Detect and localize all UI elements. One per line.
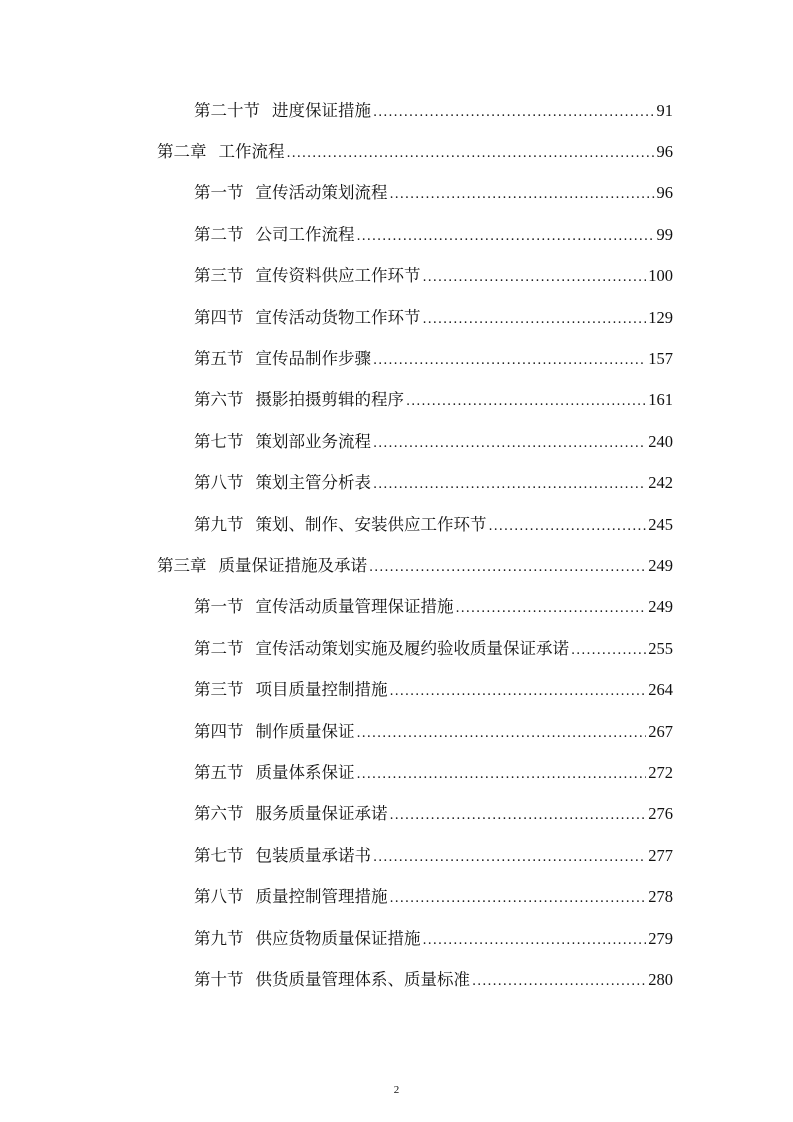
toc-entry[interactable]	[0, 171, 793, 212]
toc-entry-page: 264	[648, 680, 673, 700]
toc-entry-page: 279	[648, 928, 673, 948]
toc-entry-title: 质量控制管理措施	[255, 887, 388, 907]
dot-leader	[357, 722, 647, 741]
dot-leader	[390, 680, 647, 699]
toc-entry-title: 供货质量管理体系、质量标准	[255, 969, 470, 989]
toc-chapter-entry[interactable]	[0, 129, 793, 170]
dot-leader	[369, 556, 646, 575]
toc-entry-number: 第二节	[194, 224, 244, 244]
toc-entry-number: 第六节	[194, 804, 244, 824]
dot-leader	[373, 473, 646, 492]
toc-entry[interactable]	[0, 378, 793, 419]
dot-leader	[472, 970, 646, 989]
toc-entry-page: 277	[648, 845, 673, 865]
toc-entry-title: 服务质量保证承诺	[255, 804, 388, 824]
toc-entry[interactable]	[0, 667, 793, 708]
toc-entry[interactable]	[0, 585, 793, 626]
toc-entry[interactable]	[0, 212, 793, 253]
toc-entry-page: 278	[648, 887, 673, 907]
dot-leader	[287, 142, 655, 161]
toc-entry-page: 249	[648, 555, 673, 575]
toc-entry[interactable]	[0, 461, 793, 502]
toc-entry-number: 第七节	[194, 431, 244, 451]
toc-entry-title: 公司工作流程	[255, 224, 355, 244]
dot-leader	[423, 266, 647, 285]
toc-entry[interactable]	[0, 957, 793, 998]
toc-entry[interactable]	[0, 874, 793, 915]
toc-entry[interactable]	[0, 336, 793, 377]
dot-leader	[571, 639, 646, 658]
toc-entry-title: 工作流程	[218, 142, 285, 162]
toc-entry-page: 242	[648, 473, 673, 493]
toc-entry-title: 进度保证措施	[272, 100, 371, 120]
toc-entry-page: 255	[648, 638, 673, 658]
dot-leader	[423, 308, 647, 327]
dot-leader	[423, 929, 647, 948]
dot-leader	[373, 349, 646, 368]
dot-leader	[373, 432, 646, 451]
toc-entry[interactable]	[0, 792, 793, 833]
toc-entry-title: 宣传活动策划实施及履约验收质量保证承诺	[255, 638, 569, 658]
toc-entry-page: 91	[656, 100, 673, 120]
toc-entry-number: 第四节	[194, 721, 244, 741]
page-number: 2	[393, 1084, 400, 1096]
toc-entry-page: 240	[648, 431, 673, 451]
toc-entry-title: 质量保证措施及承诺	[218, 555, 367, 575]
table-of-contents	[0, 88, 793, 999]
toc-entry-title: 制作质量保证	[255, 721, 355, 741]
toc-entry[interactable]	[0, 254, 793, 295]
toc-entry-number: 第九节	[194, 514, 244, 534]
dot-leader	[406, 390, 646, 409]
toc-entry-title: 宣传活动货物工作环节	[255, 307, 421, 327]
toc-chapter-entry[interactable]	[0, 543, 793, 584]
dot-leader	[373, 846, 646, 865]
toc-entry-number: 第一节	[194, 183, 244, 203]
dot-leader	[373, 101, 655, 120]
toc-entry[interactable]	[0, 709, 793, 750]
toc-entry[interactable]	[0, 419, 793, 460]
toc-entry-page: 267	[648, 721, 673, 741]
toc-entry-number: 第八节	[194, 887, 244, 907]
toc-entry-number: 第一节	[194, 597, 244, 617]
toc-entry-title: 策划主管分析表	[255, 473, 371, 493]
toc-entry-page: 245	[648, 514, 673, 534]
dot-leader	[390, 183, 655, 202]
toc-entry-title: 宣传资料供应工作环节	[255, 266, 421, 286]
toc-entry-page: 272	[648, 762, 673, 782]
toc-entry-title: 宣传活动策划流程	[255, 183, 388, 203]
toc-entry-number: 第十节	[194, 969, 244, 989]
toc-entry-title: 包装质量承诺书	[255, 845, 371, 865]
toc-entry-title: 宣传活动质量管理保证措施	[255, 597, 454, 617]
toc-entry-page: 129	[648, 307, 673, 327]
toc-entry-number: 第五节	[194, 762, 244, 782]
toc-entry-number: 第三节	[194, 266, 244, 286]
dot-leader	[489, 515, 647, 534]
dot-leader	[390, 887, 647, 906]
toc-entry-title: 质量体系保证	[255, 762, 355, 782]
toc-entry-page: 280	[648, 969, 673, 989]
toc-entry-number: 第三节	[194, 680, 244, 700]
toc-entry-title: 供应货物质量保证措施	[255, 928, 421, 948]
toc-entry-page: 249	[648, 597, 673, 617]
toc-entry-number: 第九节	[194, 928, 244, 948]
toc-entry[interactable]	[0, 502, 793, 543]
dot-leader	[456, 597, 647, 616]
toc-entry[interactable]	[0, 750, 793, 791]
dot-leader	[390, 804, 647, 823]
dot-leader	[357, 763, 647, 782]
toc-entry-number: 第二十节	[194, 100, 260, 120]
toc-entry-page: 96	[656, 142, 673, 162]
toc-entry-page: 157	[648, 349, 673, 369]
toc-entry[interactable]	[0, 88, 793, 129]
toc-entry[interactable]	[0, 295, 793, 336]
toc-entry-title: 摄影拍摄剪辑的程序	[255, 390, 404, 410]
toc-entry-page: 99	[656, 224, 673, 244]
toc-entry[interactable]	[0, 833, 793, 874]
toc-entry-number: 第六节	[194, 390, 244, 410]
toc-entry-number: 第五节	[194, 349, 244, 369]
toc-entry-number: 第七节	[194, 845, 244, 865]
toc-entry-page: 100	[648, 266, 673, 286]
dot-leader	[357, 225, 655, 244]
toc-entry-title: 宣传品制作步骤	[255, 349, 371, 369]
toc-entry-number: 第二节	[194, 638, 244, 658]
toc-entry-page: 276	[648, 804, 673, 824]
toc-entry-title: 策划、制作、安装供应工作环节	[255, 514, 487, 534]
toc-entry-number: 第二章	[157, 142, 207, 162]
toc-entry-page: 161	[648, 390, 673, 410]
toc-entry-title: 项目质量控制措施	[255, 680, 388, 700]
toc-entry[interactable]	[0, 626, 793, 667]
toc-entry-page: 96	[656, 183, 673, 203]
toc-entry-number: 第四节	[194, 307, 244, 327]
toc-entry[interactable]	[0, 916, 793, 957]
toc-entry-number: 第八节	[194, 473, 244, 493]
toc-entry-number: 第三章	[157, 555, 207, 575]
toc-entry-title: 策划部业务流程	[255, 431, 371, 451]
